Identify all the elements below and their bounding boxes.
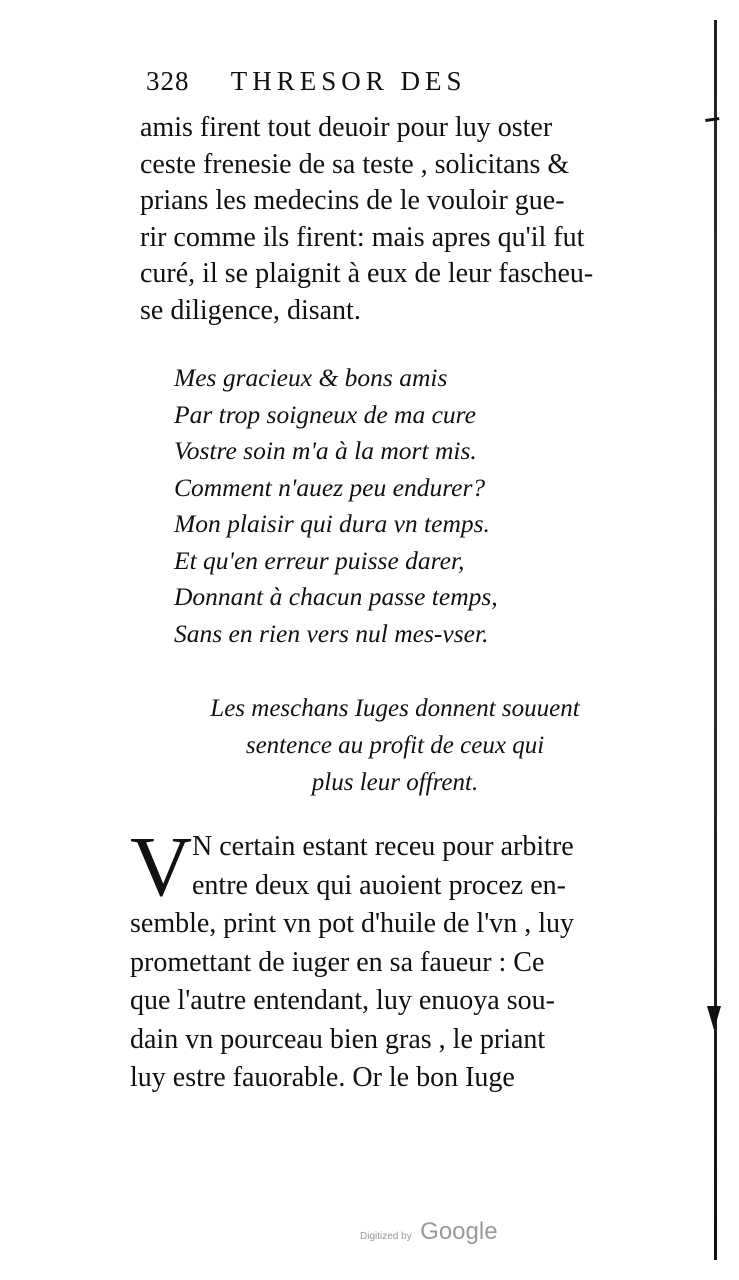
text-line: N certain estant receu pour arbitre (192, 831, 574, 862)
verse-line: Mon plaisir qui dura vn temps. (174, 509, 490, 538)
verse-line: Vostre soin m'a à la mort mis. (174, 436, 477, 465)
text-line: prians les medecins de le vouloir gue- (140, 185, 565, 216)
heading-line: sentence au profit de ceux qui (245, 732, 545, 759)
page-number: 328 (146, 66, 190, 96)
verse-line: Par trop soigneux de ma cure (174, 399, 476, 429)
heading-line: plus leur offrent. (311, 769, 479, 796)
page-edge-shadow (714, 20, 717, 1260)
edge-ink-mark-lower (707, 1006, 721, 1030)
text-line: dain vn pourceau bien gras , le priant (130, 1023, 546, 1055)
digitized-watermark (360, 1218, 498, 1246)
verse-line: Mes gracieux & bons amis (174, 363, 448, 392)
text-line: rir comme ils firent: mais apres qu'il fut (140, 221, 585, 253)
text-line: se diligence, disant. (140, 294, 361, 326)
watermark-prefix: Digitized by (360, 1231, 412, 1242)
text-line: luy estre fauorable. Or le bon Iuge (130, 1062, 515, 1093)
text-line: promettant de iuger en sa faueur : Ce (130, 946, 545, 978)
verse-block (174, 360, 498, 652)
text-line: que l'autre entendant, luy enuoya sou- (130, 985, 555, 1016)
text-line: curé, il se plaignit à eux de leur fascheu- (140, 258, 594, 289)
text-line: entre deux qui auoient procez en- (192, 869, 566, 901)
heading-line: Les meschans Iuges donnent souuent (210, 695, 580, 722)
section-heading (150, 690, 640, 801)
verse-line: Comment n'auez peu endurer? (174, 472, 486, 502)
text-line: ceste frenesie de sa teste , solicitans & (140, 148, 570, 180)
text-line: semble, print vn pot d'huile de l'vn , luy (130, 908, 575, 939)
text-line: amis firent tout deuoir pour luy oster (140, 112, 553, 143)
edge-ink-mark (705, 117, 721, 132)
verse-line: Et qu'en erreur puisse darer, (174, 545, 465, 575)
verse-line: Donnant à chacun passe temps, (174, 582, 498, 611)
drop-capital: V (130, 818, 193, 914)
body-paragraph (130, 818, 660, 1098)
verse-line: Sans en rien vers nul mes-vser. (174, 618, 489, 648)
running-header (146, 66, 467, 97)
google-logo: Google (420, 1218, 498, 1245)
opening-paragraph (140, 110, 665, 329)
running-title: THRESOR DES (230, 66, 467, 96)
